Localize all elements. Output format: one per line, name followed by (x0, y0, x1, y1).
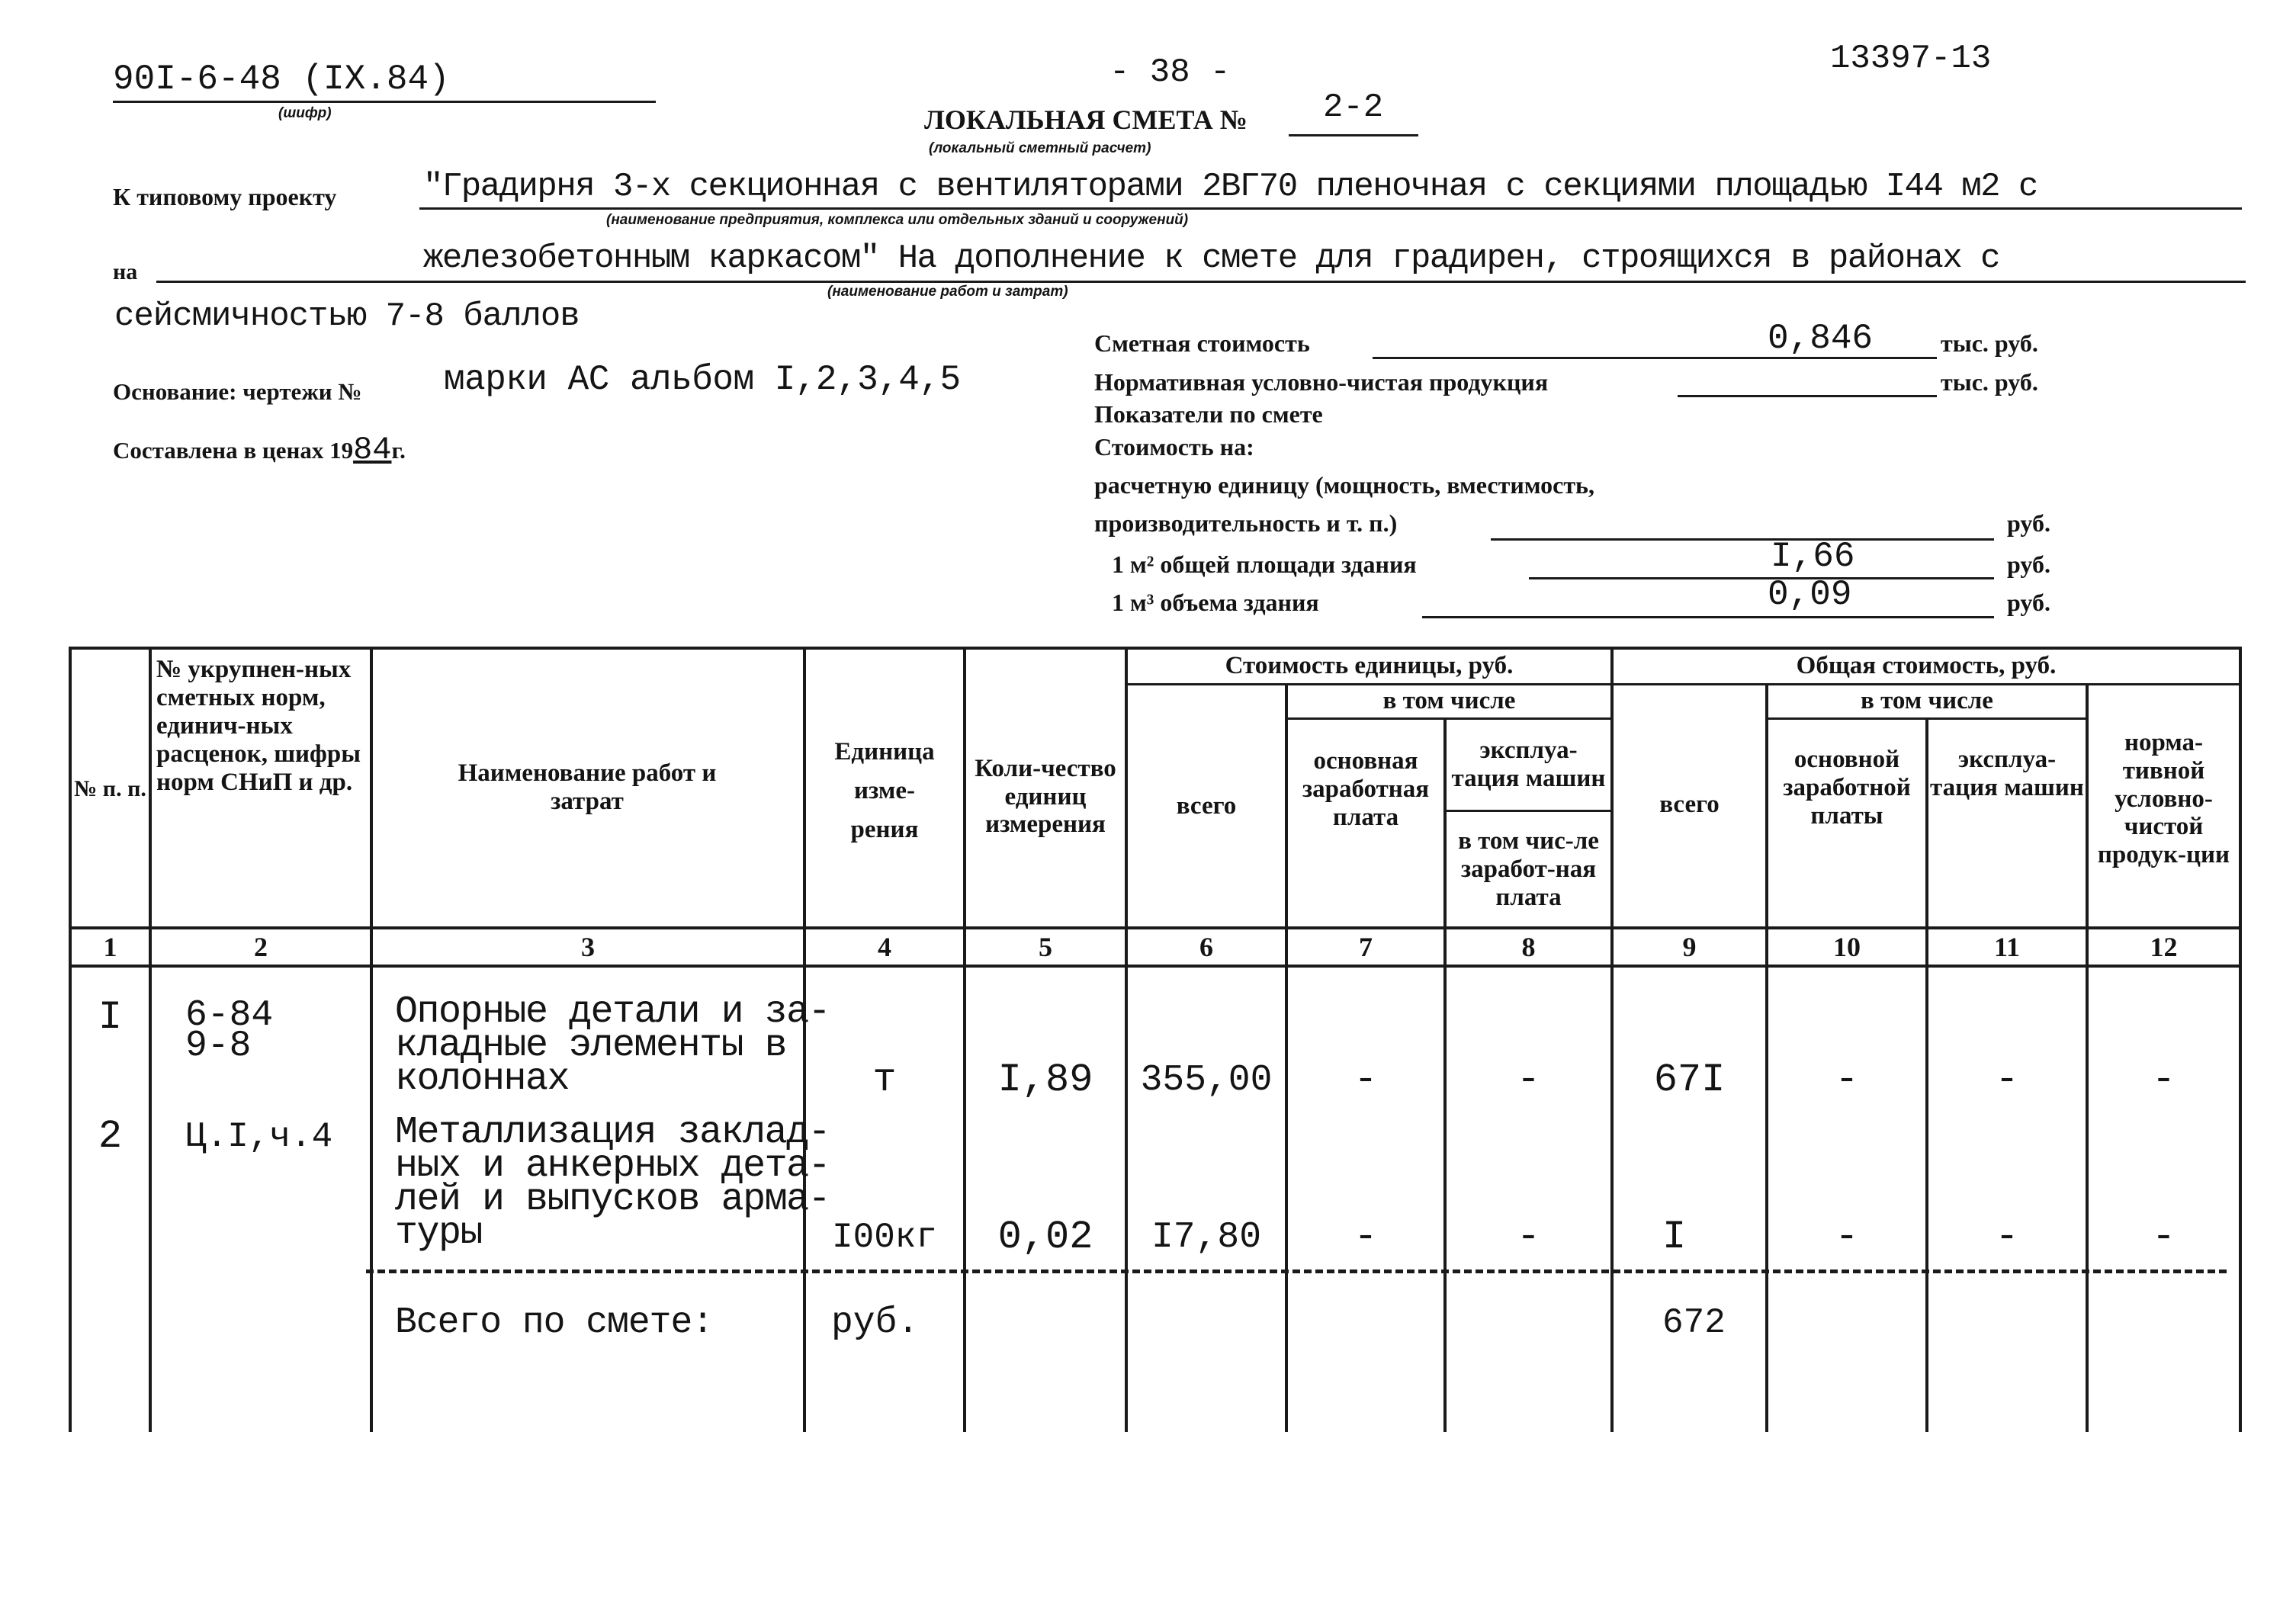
prices-year: 84 (353, 432, 392, 468)
estimated-cost-label: Сметная стоимость (1094, 329, 1310, 357)
total-unit: руб. (831, 1302, 920, 1343)
document-code-underline (113, 101, 656, 103)
work-name: Металлизация заклад- ных и анкерных дета- лей и выпусков арма- туры (395, 1111, 830, 1255)
total-wage: - (1835, 1215, 1859, 1260)
unit: I00кг (831, 1218, 938, 1257)
row-number: 2 (98, 1114, 123, 1159)
document-code-caption: (шифр) (278, 105, 332, 121)
page-number: - 38 - (1109, 53, 1231, 91)
header-total: всего (1659, 790, 1720, 818)
basis-drawings: марки АС альбом I,2,3,4,5 (444, 360, 961, 400)
col-line-12 (2239, 647, 2242, 1432)
header-unit-cost-group: Стоимость единицы, руб. (1225, 651, 1514, 679)
header-unit-wage: основная заработная плата (1302, 747, 1430, 831)
quantity: 0,02 (997, 1215, 1093, 1260)
norm-code: Ц.I,ч.4 (185, 1117, 333, 1157)
norm-code: 6-84 9-8 (185, 995, 274, 1067)
project-label: К типовому проекту (113, 183, 337, 210)
volume-cost-value: 0,09 (1768, 575, 1852, 615)
volume-cost-underline (1422, 616, 1994, 618)
normative-product-underline (1678, 395, 1937, 397)
basis-label: Основание: чертежи № (113, 378, 362, 405)
estimate-title-caption: (локальный сметный расчет) (929, 140, 1151, 156)
col-line-2 (370, 647, 373, 1432)
project-underline (419, 207, 2242, 210)
estimated-cost-value: 0,846 (1768, 319, 1874, 358)
col-number-10: 10 (1833, 932, 1861, 962)
header-total-incl: в том числе (1861, 687, 1993, 715)
total-dashed-separator (366, 1270, 2227, 1273)
unit-total: 355,00 (1140, 1060, 1273, 1101)
unit: т (872, 1058, 897, 1103)
works-label: на (113, 259, 138, 284)
header-total-wage: основной заработной платы (1783, 746, 1911, 830)
header-total-group: Общая стоимость, руб. (1796, 651, 2057, 679)
total-wage: - (1835, 1058, 1859, 1103)
estimate-number-underline (1289, 134, 1418, 136)
header-unit-total: всего (1176, 792, 1237, 820)
header-unit: Единица изме-рения (834, 737, 935, 844)
header-unit-cost-incl: в том числе (1382, 687, 1516, 715)
normative-product-unit: тыс. руб. (1941, 368, 2038, 396)
total-normative: - (2151, 1215, 2176, 1260)
indicators-label: Показатели по смете (1094, 400, 1323, 428)
col-number-5: 5 (1039, 932, 1052, 962)
calc-unit-unit: руб. (2007, 509, 2050, 537)
quantity: I,89 (997, 1058, 1093, 1103)
col-number-12: 12 (2150, 932, 2178, 962)
cost-on-label: Стоимость на: (1094, 433, 1254, 461)
header-quantity: Коли-чество единиц измерения (975, 754, 1116, 839)
unit-total: I7,80 (1151, 1217, 1262, 1258)
works-name: железобетонным каркасом" На дополнение к смете для градирен, строящихся в районах с (423, 239, 2000, 278)
unit-machines: - (1516, 1058, 1541, 1103)
estimate-number: 2-2 (1323, 88, 1384, 127)
total: 67I (1653, 1058, 1726, 1103)
col-number-3: 3 (581, 932, 595, 962)
prices-suffix: г. (391, 437, 406, 464)
document-code: 90I-6-48 (IX.84) (113, 59, 450, 99)
col-number-1: 1 (103, 932, 117, 962)
total-label: Всего по смете: (395, 1302, 714, 1343)
estimated-cost-unit: тыс. руб. (1941, 329, 2038, 357)
col-number-2: 2 (254, 932, 268, 962)
unit-wage: - (1354, 1058, 1378, 1103)
work-name: Опорные детали и за- кладные элементы в колоннах (395, 990, 830, 1101)
total: I (1662, 1215, 1687, 1260)
header-work-name: Наименование работ и затрат (458, 759, 717, 815)
unit-machines: - (1516, 1215, 1541, 1260)
col-number-11: 11 (1993, 932, 2020, 962)
total-normative: - (2151, 1058, 2176, 1103)
col-number-6: 6 (1199, 932, 1213, 962)
calc-unit-underline (1491, 538, 1994, 541)
archive-stamp: 13397-13 (1830, 40, 1992, 78)
project-caption: (наименование предприятия, комплекса или отдельных зданий и сооружений) (606, 212, 1189, 228)
col-number-8: 8 (1521, 932, 1536, 962)
machine-wage-divider (1443, 810, 1610, 812)
grand-total: 672 (1662, 1303, 1726, 1343)
unit-wage: - (1354, 1215, 1378, 1260)
prices-label (113, 432, 406, 468)
col-number-7: 7 (1359, 932, 1373, 962)
calc-unit-label-2: производительность и т. п.) (1094, 509, 1398, 537)
volume-cost-unit: руб. (2007, 589, 2050, 616)
project-name: "Градирня 3-х секционная с вентиляторами 2ВГ70 пленочная с секциями площадью I44 м2 с (423, 168, 2037, 206)
total-machines: - (1995, 1058, 2019, 1103)
area-cost-value: I,66 (1771, 537, 1855, 576)
row-number: I (98, 995, 123, 1040)
header-total-machines: эксплуа-тация машин (1930, 746, 2084, 801)
works-continuation: сейсмичностью 7-8 баллов (114, 297, 580, 335)
header-norm-codes: № укрупнен-ных сметных норм, единич-ных расценок, шифры норм СНиП и др. (156, 656, 361, 796)
total-machines: - (1995, 1215, 2019, 1260)
area-cost-label: 1 м² общей площади здания (1112, 550, 1417, 578)
estimate-title: ЛОКАЛЬНАЯ СМЕТА № (924, 104, 1248, 135)
normative-product-label: Нормативная условно-чистая продукция (1094, 368, 1549, 396)
area-cost-underline (1529, 577, 1994, 579)
prices-label-text: Составлена в ценах 19 (113, 437, 354, 464)
col-number-9: 9 (1682, 932, 1697, 962)
header-unit-machines: эксплуа-тация машин (1451, 736, 1606, 792)
volume-cost-label: 1 м³ объема здания (1112, 589, 1319, 616)
header-unit-machines-wage: в том чис-ле заработ-ная плата (1458, 827, 1599, 911)
header-total-normative: норма-тивной условно-чистой продук-ции (2097, 728, 2230, 869)
column-numbers-bottom-border (69, 965, 2242, 968)
works-underline (156, 281, 2246, 283)
calc-unit-label-1: расчетную единицу (мощность, вместимость, (1094, 471, 1594, 499)
header-row-number: № п. п. (74, 776, 146, 802)
col-number-4: 4 (878, 932, 891, 962)
area-cost-unit: руб. (2007, 550, 2050, 578)
works-caption: (наименование работ и затрат) (827, 284, 1068, 300)
